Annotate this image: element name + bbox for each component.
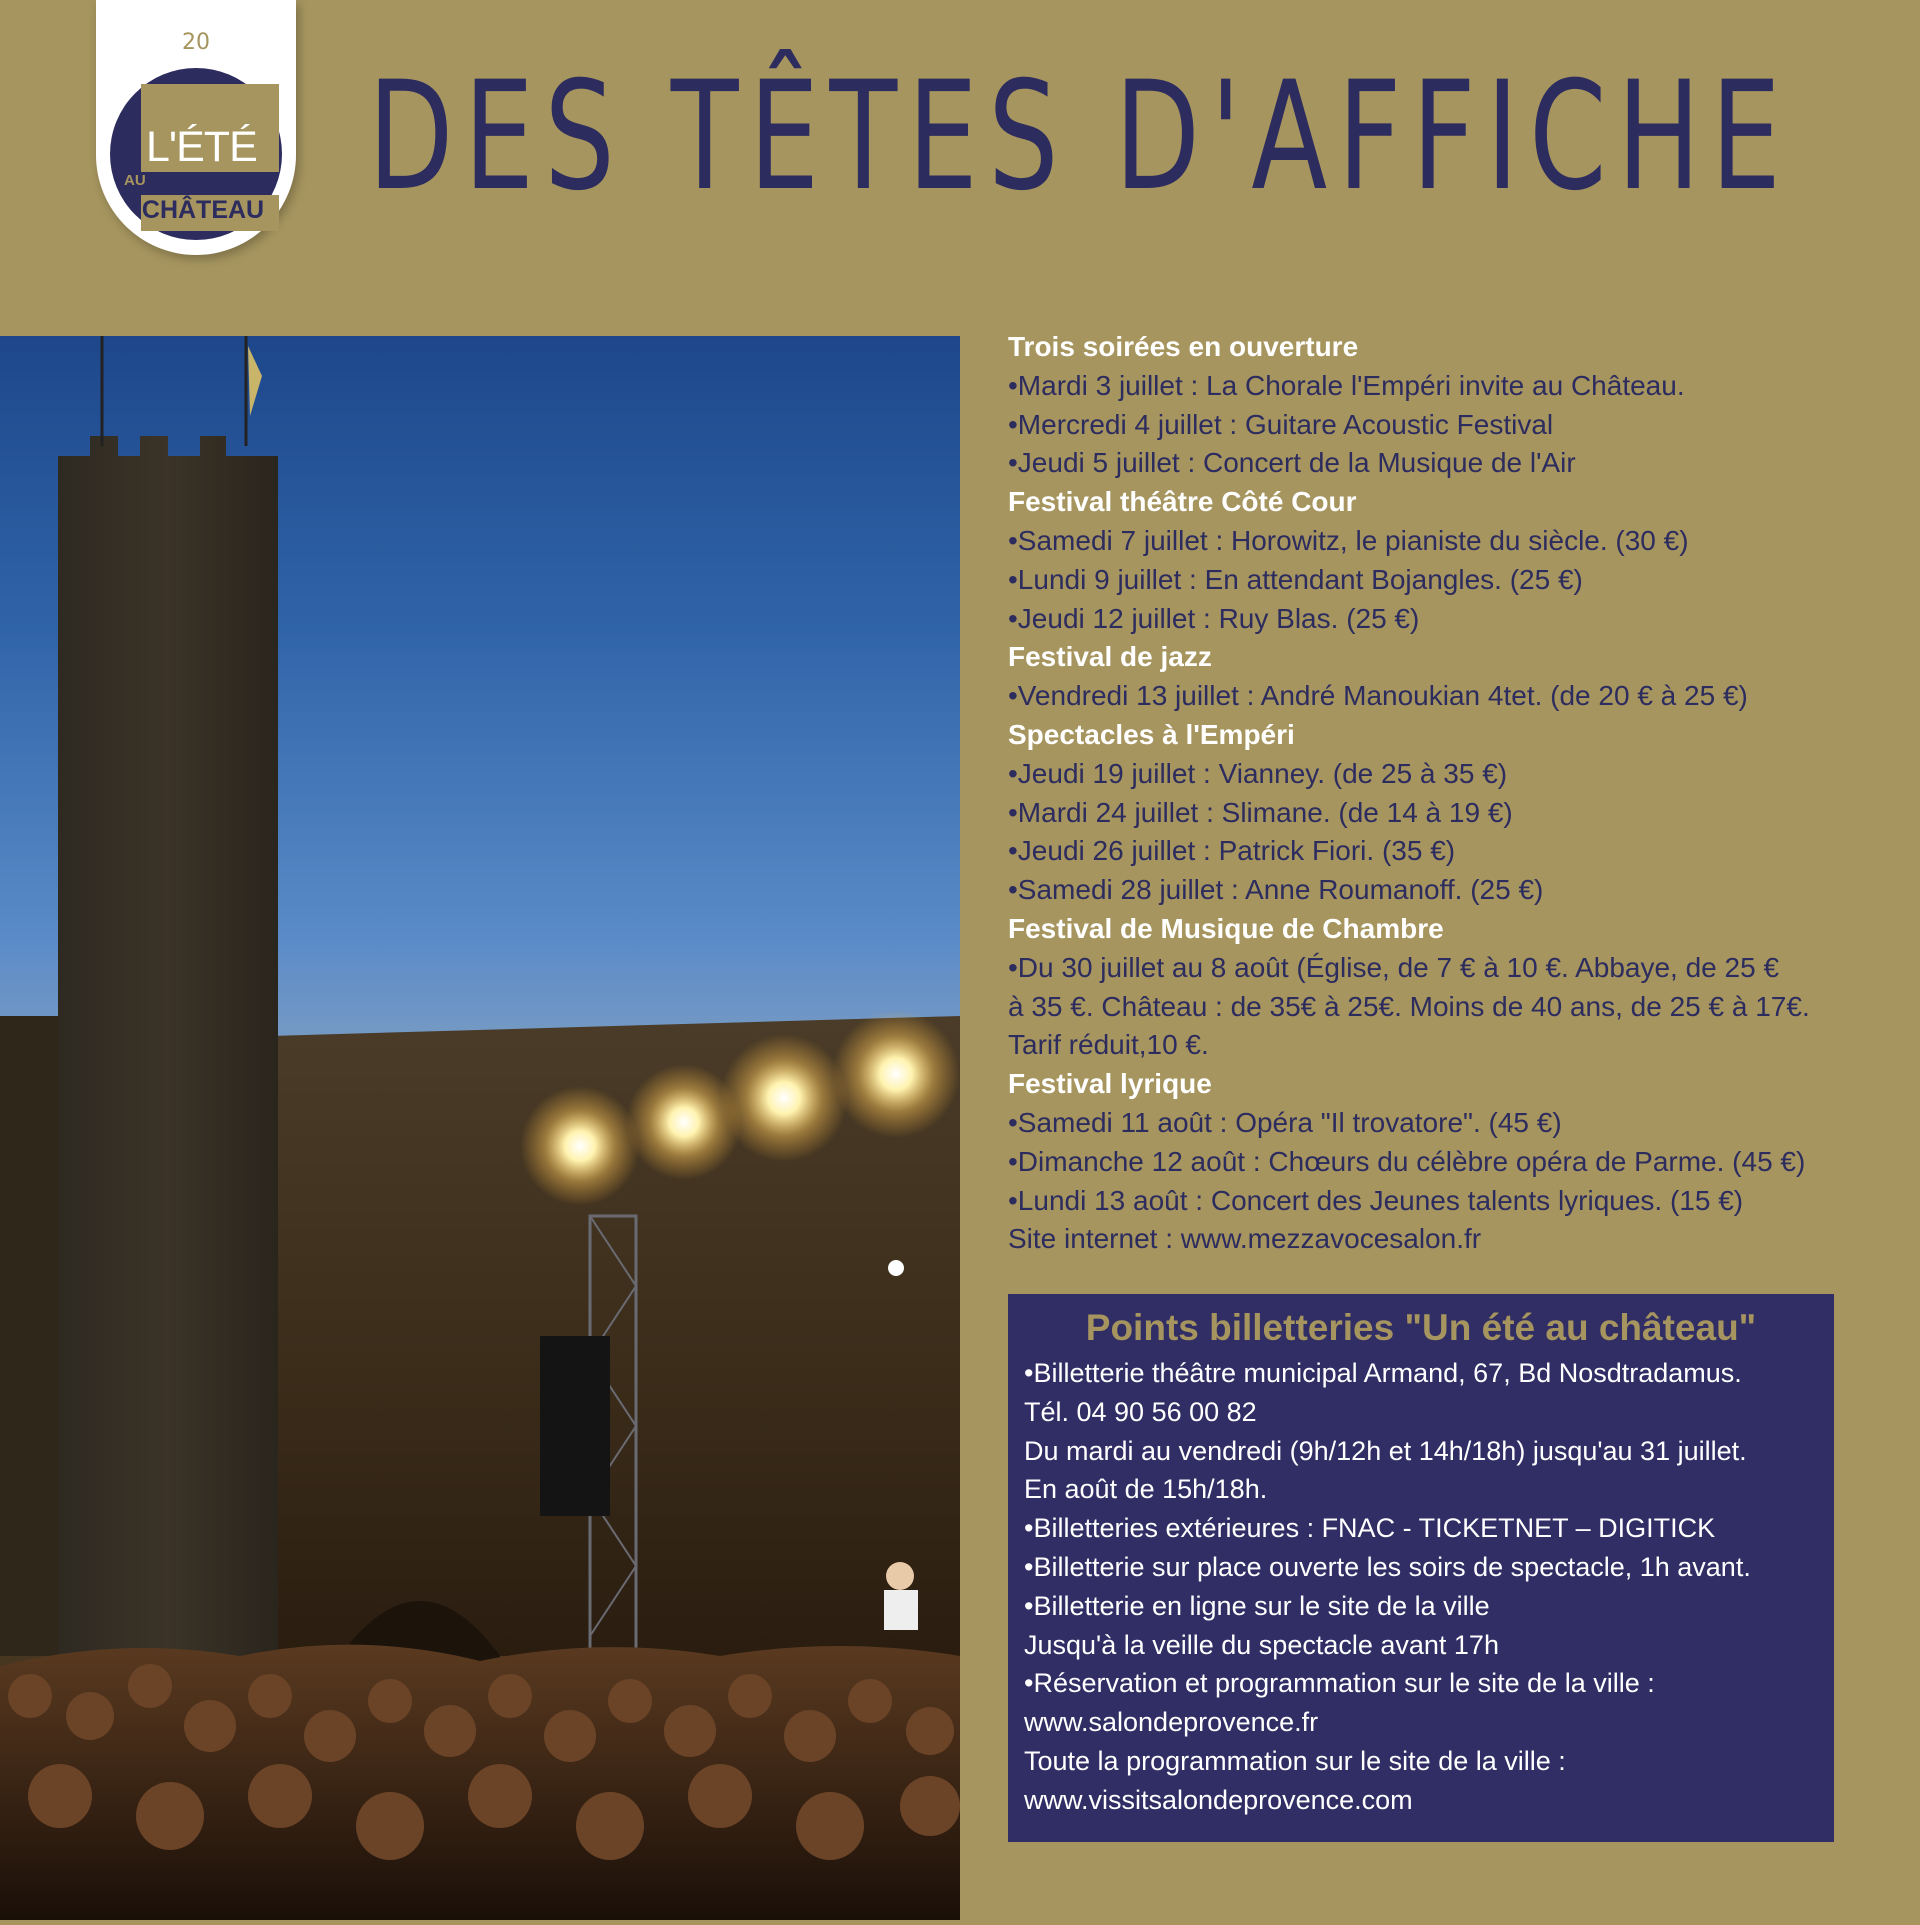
logo-ete-text: L'ÉTÉ xyxy=(146,123,257,171)
stage-light xyxy=(720,1034,848,1162)
spot-light xyxy=(888,1260,904,1276)
website-link[interactable]: Site internet : www.mezzavocesalon.fr xyxy=(1008,1223,1482,1255)
photo-illustration xyxy=(0,336,960,1920)
section-heading: Festival de Musique de Chambre xyxy=(1008,912,1444,944)
castle-tower xyxy=(58,436,278,1656)
ticket-line: Du mardi au vendredi (9h/12h et 14h/18h) jusqu'au 31 juillet. xyxy=(1024,1435,1747,1466)
section-heading: Festival de jazz xyxy=(1008,641,1212,673)
list-item: •Samedi 11 août : Opéra "Il trovatore". (45 €) xyxy=(1008,1106,1562,1138)
list-item: •Samedi 7 juillet : Horowitz, le pianiste du siècle. (30 €) xyxy=(1008,524,1689,556)
drummer xyxy=(886,1562,914,1590)
section-heading: Festival théâtre Côté Cour xyxy=(1008,486,1357,518)
list-item: •Jeudi 26 juillet : Patrick Fiori. (35 €) xyxy=(1008,835,1456,867)
section-heading: Festival lyrique xyxy=(1008,1068,1212,1100)
page-title: DES TÊTES D'AFFICHE xyxy=(368,50,1792,224)
stage-light xyxy=(520,1086,640,1206)
website-link[interactable]: www.salondeprovence.fr xyxy=(1024,1707,1319,1738)
ticket-box-title: Points billetteries "Un été au château" xyxy=(1085,1307,1757,1348)
logo-tab xyxy=(96,0,296,255)
ticket-line: Tél. 04 90 56 00 82 xyxy=(1024,1396,1257,1427)
list-item: •Samedi 28 juillet : Anne Roumanoff. (25 €) xyxy=(1008,874,1544,906)
list-item: •Du 30 juillet au 8 août (Église, de 7 € à 10 €. Abbaye, de 25 € xyxy=(1008,951,1780,983)
ticket-line: Jusqu'à la veille du spectacle avant 17h xyxy=(1024,1629,1499,1660)
section-heading: Spectacles à l'Empéri xyxy=(1008,718,1295,750)
list-item: •Lundi 13 août : Concert des Jeunes talents lyriques. (15 €) xyxy=(1008,1184,1744,1216)
ticket-line: Toute la programmation sur le site de la ville : xyxy=(1024,1745,1566,1776)
section-heading: Trois soirées en ouverture xyxy=(1008,331,1359,362)
list-item: •Jeudi 5 juillet : Concert de la Musique de l'Air xyxy=(1008,447,1576,479)
list-item: •Lundi 9 juillet : En attendant Bojangles. (25 €) xyxy=(1008,563,1583,595)
ticket-line: •Billetterie en ligne sur le site de la ville xyxy=(1024,1590,1490,1621)
list-item: •Jeudi 12 juillet : Ruy Blas. (25 €) xyxy=(1008,602,1420,634)
list-item: à 35 €. Château : de 35€ à 25€. Moins de 40 ans, de 25 € à 17€. xyxy=(1008,990,1810,1022)
ticket-line: •Billetterie sur place ouverte les soirs de spectacle, 1h avant. xyxy=(1024,1551,1751,1582)
list-item: •Vendredi 13 juillet : André Manoukian 4tet. (de 20 € à 25 €) xyxy=(1008,680,1748,712)
speaker-stack xyxy=(540,1336,610,1516)
ticket-line: •Réservation et programmation sur le site de la ville : xyxy=(1024,1668,1655,1699)
stage-light xyxy=(832,1010,960,1138)
flag xyxy=(248,346,262,416)
page-number: 20 xyxy=(182,30,210,55)
ticket-line: •Billetteries extérieures : FNAC - TICKETNET – DIGITICK xyxy=(1024,1513,1716,1544)
ticket-line: •Billetterie théâtre municipal Armand, 67, Bd Nosdtradamus. xyxy=(1024,1358,1742,1388)
drummer-shirt xyxy=(884,1590,918,1630)
list-item: •Mardi 3 juillet : La Chorale l'Empéri invite au Château. xyxy=(1008,369,1685,401)
list-item: Tarif réduit,10 €. xyxy=(1008,1029,1209,1061)
list-item: •Dimanche 12 août : Chœurs du célèbre opéra de Parme. (45 €) xyxy=(1008,1145,1806,1177)
website-link[interactable]: www.vissitsalondeprovence.com xyxy=(1024,1784,1413,1815)
ticket-line: En août de 15h/18h. xyxy=(1024,1474,1268,1505)
program-list xyxy=(1008,328,1878,1259)
logo-au-text: AU xyxy=(124,172,146,189)
ticket-info-box xyxy=(1008,1294,1834,1842)
castle-concert-photo xyxy=(0,336,960,1920)
logo-chateau-text: CHÂTEAU xyxy=(141,196,265,224)
festival-logo xyxy=(110,68,282,240)
list-item: •Jeudi 19 juillet : Vianney. (de 25 à 35 €) xyxy=(1008,757,1508,789)
list-item: •Mardi 24 juillet : Slimane. (de 14 à 19 €) xyxy=(1008,796,1513,828)
list-item: •Mercredi 4 juillet : Guitare Acoustic Festival xyxy=(1008,408,1554,440)
